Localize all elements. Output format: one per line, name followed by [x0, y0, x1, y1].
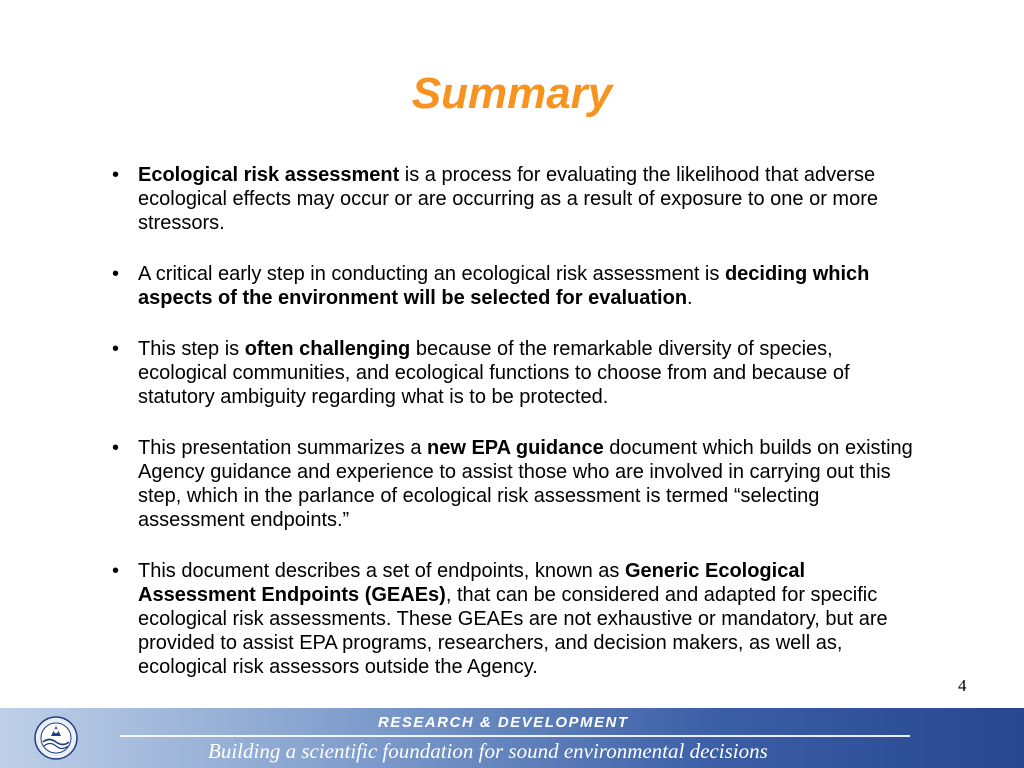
bullet-list [112, 163, 922, 706]
bullet-item [112, 436, 922, 532]
slide-title: Summary [411, 69, 613, 118]
bullet-item [112, 163, 922, 235]
bullet-text: , that can be considered and adapted for specific ecological risk assessments. These GEAEs are not exhaustive or mandatory, but are provided to assist EPA programs, researchers, and decision makers, as well as, ecological risk assessors outside the Agency. [138, 584, 888, 678]
bullet-marker: • [112, 560, 120, 582]
epa-seal-icon [34, 716, 78, 760]
bullet-text: . [687, 287, 693, 309]
bullet-bold-text: Generic Ecological Assessment Endpoints (GEAEs) [138, 560, 806, 606]
bullet-text: document which builds on existing Agency guidance and experience to assist those who are involved in carrying out this step, which in the parlance of ecological risk assessment is termed “selecting assessment endpoints.” [138, 437, 913, 531]
bullet-text: This presentation summarizes a [138, 437, 428, 459]
bullet-marker: • [112, 338, 120, 360]
bullet-text: This step is [138, 338, 245, 360]
footer-divider [120, 735, 910, 737]
bullet-text: because of the remarkable diversity of species, ecological communities, and ecological functions to choose from and because of statutory ambiguity regarding what is to be protected. [138, 338, 850, 408]
bullet-marker: • [112, 164, 120, 186]
bullet-bold-text: often challenging [244, 338, 411, 360]
bullet-text: This document describes a set of endpoints, known as [138, 560, 625, 582]
bullet-item [112, 559, 922, 679]
footer-banner [0, 708, 1024, 768]
bullet-text: is a process for evaluating the likelihood that adverse ecological effects may occur or are occurring as a result of exposure to one or more stressors. [138, 164, 878, 234]
bullet-bold-text: deciding which aspects of the environment will be selected for evaluation [138, 263, 870, 309]
footer-research-heading: RESEARCH & DEVELOPMENT [378, 714, 629, 731]
bullet-bold-text: new EPA guidance [427, 437, 604, 459]
bullet-item [112, 262, 922, 310]
footer-tagline: Building a scientific foundation for sound environmental decisions [208, 739, 768, 763]
bullet-bold-text: Ecological risk assessment [138, 164, 400, 186]
bullet-marker: • [112, 437, 120, 459]
bullet-marker: • [112, 263, 120, 285]
page-number: 4 [958, 676, 967, 695]
bullet-item [112, 337, 922, 409]
bullet-text: A critical early step in conducting an ecological risk assessment is [138, 263, 725, 285]
